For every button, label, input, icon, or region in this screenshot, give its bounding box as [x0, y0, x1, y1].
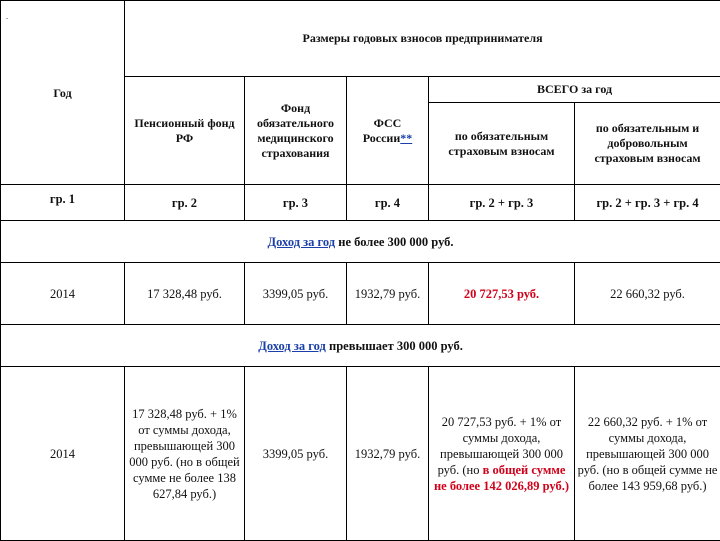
s2-total-mandatory-cap: в общей сумме не более 142 026,89 руб.)	[434, 463, 569, 493]
header-year-cell	[1, 1, 125, 185]
s2-total-mandatory	[429, 367, 575, 541]
fss-footnote-link[interactable]: **	[400, 131, 412, 145]
s2-foms: 3399,05 руб.	[245, 367, 347, 541]
section2-income-link[interactable]: Доход за год	[258, 339, 326, 353]
header-fss	[347, 77, 429, 185]
table-row	[1, 263, 720, 325]
s1-fss: 1932,79 руб.	[347, 263, 429, 325]
section1-income-link[interactable]: Доход за год	[268, 235, 336, 249]
header-total-all: по обязательным и добровольным страховым взносам	[575, 103, 720, 185]
s1-foms: 3399,05 руб.	[245, 263, 347, 325]
header-total-mandatory: по обязательным страховым взносам	[429, 103, 575, 185]
header-foms: Фонд обязательного медицинского страхования	[245, 77, 347, 185]
num-g2: гр. 2	[125, 185, 245, 221]
section1-heading	[1, 221, 720, 263]
num-g5: гр. 2 + гр. 3	[429, 185, 575, 221]
num-g1: гр. 1	[1, 185, 125, 221]
s1-total-all: 22 660,32 руб.	[575, 263, 720, 325]
section2-heading	[1, 325, 720, 367]
table-title: Размеры годовых взносов предпринимателя	[125, 1, 720, 77]
s2-pf: 17 328,48 руб. + 1% от суммы дохода, превышающей 300 000 руб. (но в общей сумме не более 138 627,84 руб.)	[125, 367, 245, 541]
corner-dot: .	[6, 12, 8, 21]
num-g4: гр. 4	[347, 185, 429, 221]
num-g3: гр. 3	[245, 185, 347, 221]
header-year: Год	[53, 86, 71, 100]
s2-year: 2014	[1, 367, 125, 541]
header-total-group: ВСЕГО за год	[429, 77, 720, 103]
s2-total-all: 22 660,32 руб. + 1% от суммы дохода, превышающей 300 000 руб. (но в общей сумме не более 143 959,68 руб.)	[575, 367, 720, 541]
header-fss-label: ФСС России	[363, 116, 402, 145]
s1-pf: 17 328,48 руб.	[125, 263, 245, 325]
num-g6: гр. 2 + гр. 3 + гр. 4	[575, 185, 720, 221]
s1-year: 2014	[1, 263, 125, 325]
s2-total-mandatory-text: 20 727,53 руб. + 1% от суммы дохода, превышающей 300 000 руб. (но	[438, 415, 563, 477]
section1-text: не более 300 000 руб.	[335, 235, 453, 249]
s2-fss: 1932,79 руб.	[347, 367, 429, 541]
s1-total-mandatory: 20 727,53 руб.	[429, 263, 575, 325]
section2-text: превышает 300 000 руб.	[326, 339, 463, 353]
header-pf: Пенсионный фонд РФ	[125, 77, 245, 185]
table-row	[1, 367, 720, 541]
